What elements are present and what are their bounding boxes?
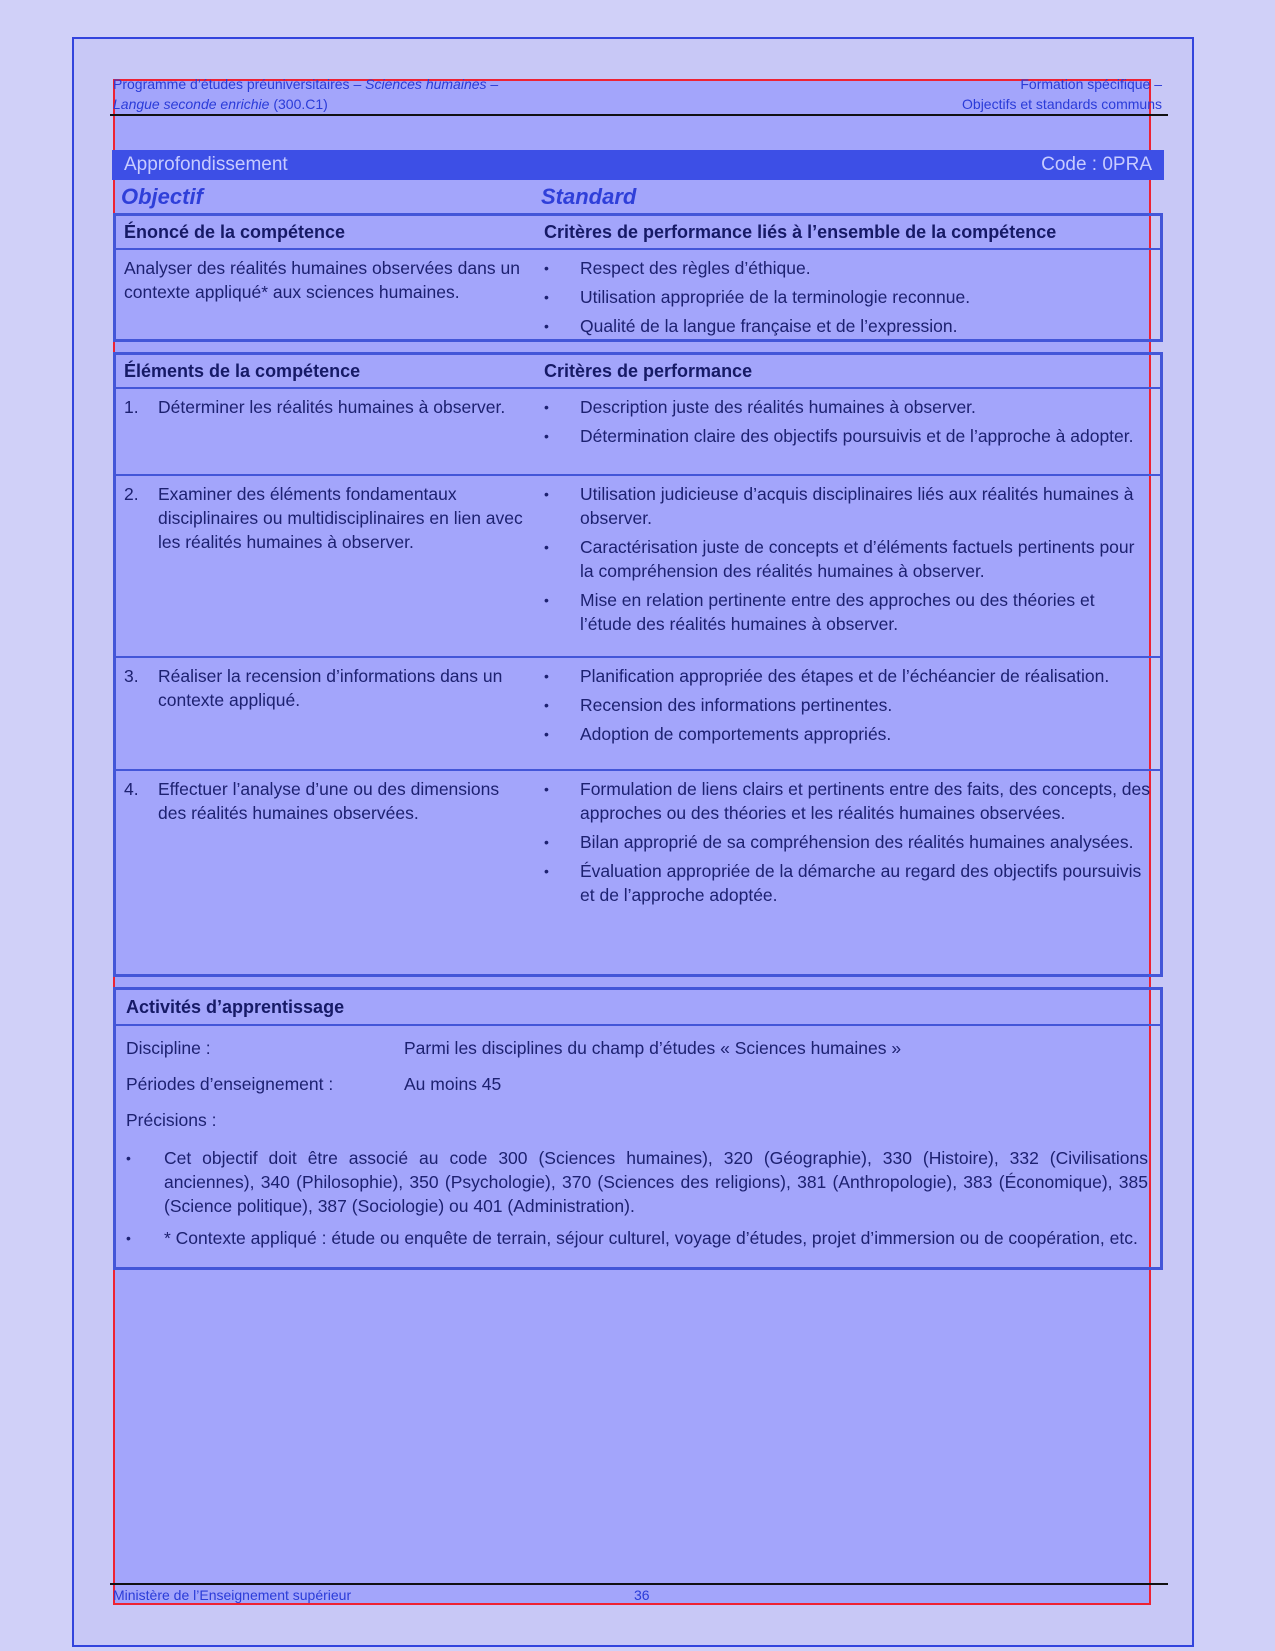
bullet-glyph: • — [544, 863, 549, 879]
element-cell — [116, 664, 544, 769]
bullet-glyph: • — [544, 399, 549, 415]
footer-ministry: Ministère de l’Enseignement supérieur — [113, 1587, 352, 1603]
header-code: (300.C1) — [273, 96, 328, 112]
element-row — [116, 658, 1160, 771]
bullet-glyph: • — [544, 781, 549, 797]
element-row — [116, 771, 1160, 959]
bullet-glyph: • — [544, 318, 549, 334]
bullet-glyph: • — [544, 726, 549, 742]
element-cell — [116, 395, 544, 474]
criterion-item — [544, 482, 1150, 530]
periods-label: Périodes d’enseignement : — [126, 1074, 334, 1094]
elements-header-row — [116, 355, 1160, 389]
bullet-glyph: • — [544, 539, 549, 555]
bullet-glyph: • — [544, 428, 549, 444]
element-item — [124, 482, 524, 554]
header-rule — [110, 114, 1168, 116]
page-number: 36 — [634, 1587, 650, 1603]
bullet-glyph: • — [544, 592, 549, 608]
criterion-text: Recension des informations pertinentes. — [580, 695, 893, 715]
competence-table — [113, 213, 1163, 342]
competence-row — [116, 250, 1160, 343]
header-program: Programme d’études préuniversitaires – — [113, 76, 362, 92]
discipline-label: Discipline : — [126, 1038, 211, 1058]
band-code-label: Code : — [1041, 154, 1098, 175]
element-criteria — [544, 777, 1160, 959]
header-objectives: Objectifs et standards communs — [962, 96, 1162, 112]
element-item — [124, 664, 524, 712]
band-code — [1041, 154, 1152, 176]
periods-value: Au moins 45 — [404, 1074, 502, 1094]
bullet-glyph: • — [544, 668, 549, 684]
bullet-glyph: • — [544, 697, 549, 713]
bullet-glyph: • — [126, 1150, 131, 1166]
standard-title: Standard — [541, 184, 637, 209]
precision-text-1: Cet objectif doit être associé au code 300 (Sciences humaines), 320 (Géographie), 330 (Histoire), 332 (Civilisations anciennes), 340 (Philosophie), 350 (Psychologie), 370 (Sciences des religions), 381 (Anthropologie), 383 (Économique), 385 (Science politique), 387 (Sociologie) ou 401 (Administration). — [164, 1148, 1148, 1216]
element-number: 1. — [124, 397, 139, 417]
element-row — [116, 389, 1160, 476]
discipline-value: Parmi les disciplines du champ d’études « Sciences humaines » — [404, 1038, 902, 1058]
elements-left-header: Éléments de la compétence — [124, 360, 361, 381]
elements-table — [113, 352, 1163, 977]
criterion-text: Adoption de comportements appropriés. — [580, 724, 892, 744]
footer-rule — [110, 1583, 1168, 1585]
running-header-line2 — [113, 96, 328, 112]
criterion-item — [544, 664, 1150, 688]
criterion-text: Caractérisation juste de concepts et d’éléments factuels pertinents pour la compréhension des réalités humaines à observer. — [580, 537, 1135, 581]
criterion-item — [544, 535, 1150, 583]
element-row — [116, 476, 1160, 658]
criterion-text: Utilisation appropriée de la terminologie reconnue. — [580, 287, 971, 307]
criterion-text: Bilan approprié de sa compréhension des réalités humaines analysées. — [580, 832, 1134, 852]
element-cell — [116, 482, 544, 656]
bullet-glyph: • — [126, 1230, 131, 1246]
element-text: Examiner des éléments fondamentaux disciplinaires ou multidisciplinaires en lien avec les réalités humaines à observer. — [158, 484, 523, 552]
element-criteria — [544, 664, 1160, 769]
discipline-line — [126, 1038, 902, 1059]
element-item — [124, 395, 524, 419]
periods-line — [126, 1074, 502, 1095]
running-header-line1 — [113, 76, 498, 92]
element-number: 4. — [124, 779, 139, 799]
elements-right-header: Critères de performance — [544, 360, 753, 381]
criterion-item — [544, 424, 1150, 448]
element-number: 3. — [124, 666, 139, 686]
bullet-glyph: • — [544, 834, 549, 850]
element-text: Déterminer les réalités humaines à observer. — [158, 397, 506, 417]
activities-box — [113, 987, 1163, 1270]
criterion-item — [544, 693, 1150, 717]
criterion-item — [544, 830, 1150, 854]
criterion-item — [544, 777, 1150, 825]
element-criteria — [544, 482, 1160, 656]
bullet-glyph: • — [544, 486, 549, 502]
activities-header: Activités d’apprentissage — [116, 990, 1160, 1026]
band-title: Approfondissement — [124, 154, 288, 175]
element-cell — [116, 777, 544, 959]
criterion-item — [544, 314, 1150, 338]
criterion-text: Utilisation judicieuse d’acquis disciplinaires liés aux réalités humaines à observer. — [580, 484, 1134, 528]
precision-text-2: * Contexte appliqué : étude ou enquête de terrain, séjour culturel, voyage d’études, projet d’immersion ou de coopération, etc. — [164, 1228, 1138, 1248]
header-formation: Formation spécifique – — [1020, 76, 1162, 92]
criterion-text: Description juste des réalités humaines à observer. — [580, 397, 976, 417]
criterion-item — [544, 256, 1150, 280]
element-text: Effectuer l’analyse d’une ou des dimensions des réalités humaines observées. — [158, 779, 500, 823]
competence-header-row — [116, 216, 1160, 250]
criterion-text: Respect des règles d’éthique. — [580, 258, 811, 278]
precisions-label: Précisions : — [126, 1110, 217, 1130]
objectif-title: Objectif — [121, 184, 203, 209]
competence-right-header: Critères de performance liés à l’ensemble de la compétence — [544, 221, 1057, 242]
criterion-text: Qualité de la langue française et de l’expression. — [580, 316, 958, 336]
competence-criteria — [544, 256, 1160, 343]
element-criteria — [544, 395, 1160, 474]
bullet-glyph: • — [544, 260, 549, 276]
bullet-glyph: • — [544, 289, 549, 305]
criterion-text: Détermination claire des objectifs poursuivis et de l’approche à adopter. — [580, 426, 1134, 446]
precision-bullet-2 — [126, 1226, 1148, 1250]
competence-left-header: Énoncé de la compétence — [124, 221, 346, 242]
header-program-italic: Sciences humaines — [365, 76, 487, 92]
criterion-item — [544, 859, 1150, 907]
element-number: 2. — [124, 484, 139, 504]
criterion-text: Évaluation appropriée de la démarche au regard des objectifs poursuivis et de l’approche adoptée. — [580, 861, 1142, 905]
band-code-value: 0PRA — [1102, 154, 1152, 175]
section-band — [112, 150, 1164, 180]
criterion-item — [544, 285, 1150, 309]
element-text: Réaliser la recension d’informations dans un contexte appliqué. — [158, 666, 503, 710]
element-item — [124, 777, 524, 825]
criterion-text: Formulation de liens clairs et pertinents entre des faits, des concepts, des approches ou des théories et les réalités humaines observées. — [580, 779, 1151, 823]
criterion-item — [544, 588, 1150, 636]
criterion-text: Mise en relation pertinente entre des approches ou des théories et l’étude des réalités humaines à observer. — [580, 590, 1095, 634]
header-language: Langue seconde enrichie — [113, 96, 270, 112]
criterion-item — [544, 395, 1150, 419]
criterion-text: Planification appropriée des étapes et de l’échéancier de réalisation. — [580, 666, 1110, 686]
criterion-item — [544, 722, 1150, 746]
competence-statement: Analyser des réalités humaines observées dans un contexte appliqué* aux sciences humaines. — [124, 258, 520, 302]
precision-bullet-1 — [126, 1146, 1148, 1218]
header-sep: – — [490, 76, 499, 92]
